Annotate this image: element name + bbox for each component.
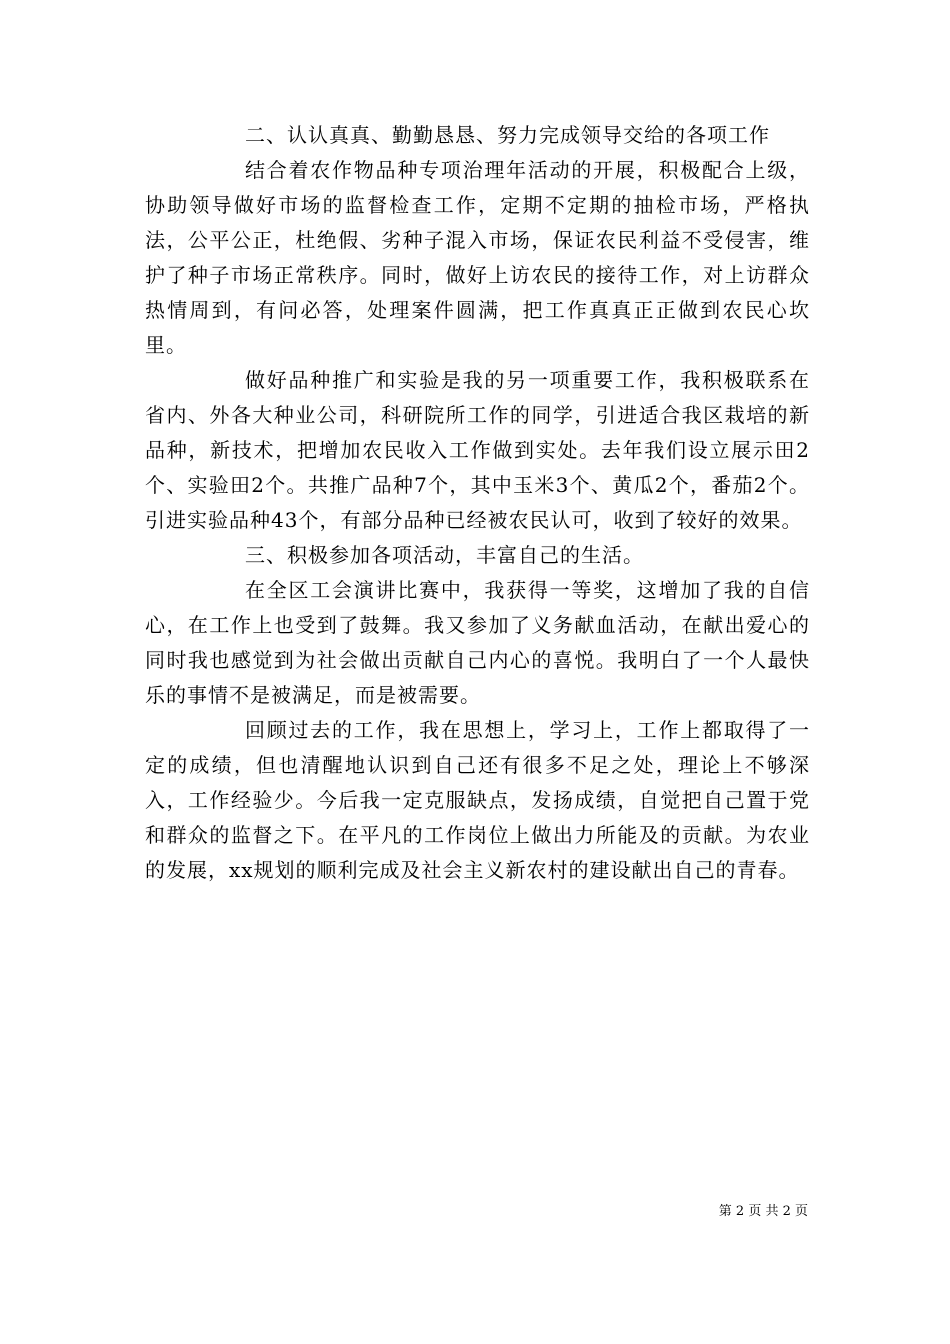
paragraph-market-supervision: 结合着农作物品种专项治理年活动的开展，积极配合上级，协助领导做好市场的监督检查工作，定期不定期的抽检市场，严格执法，公平公正，杜绝假、劣种子混入市场，保证农民利益不受侵害，维护了种子市场正常秩序。同时，做好上访农民的接待工作，对上访群众热情周到，有问必答，处理案件圆满，把工作真真正正做到农民心坎里。: [145, 158, 810, 357]
section-heading-3: 三、积极参加各项活动，丰富自己的生活。: [245, 543, 644, 567]
paragraph-review: 回顾过去的工作，我在思想上，学习上，工作上都取得了一定的成绩，但也清醒地认识到自己还有很多不足之处，理论上不够深入，工作经验少。今后我一定克服缺点，发扬成绩，自觉把自己置于党和群众的监督之下。在平凡的工作岗位上做出力所能及的贡献。为农业的发展，xx规划的顺利完成及社会主义新农村的建设献出自己的青春。: [145, 718, 810, 882]
page-number-footer: 第 2 页 共 2 页: [718, 1204, 808, 1219]
paragraph-activities: 在全区工会演讲比赛中，我获得一等奖，这增加了我的自信心，在工作上也受到了鼓舞。我又参加了义务献血活动，在献出爱心的同时我也感觉到为社会做出贡献自己内心的喜悦。我明白了一个人最快乐的事情不是被满足，而是被需要。: [145, 578, 810, 707]
paragraph-variety-promotion: 做好品种推广和实验是我的另一项重要工作，我积极联系在省内、外各大种业公司，科研院所工作的同学，引进适合我区栽培的新品种，新技术，把增加农民收入工作做到实处。去年我们设立展示田2个、实验田2个。共推广品种7个，其中玉米3个、黄瓜2个，番茄2个。引进实验品种43个，有部分品种已经被农民认可，收到了较好的效果。: [145, 368, 810, 532]
document-body: [145, 118, 810, 888]
section-heading-2: 二、认认真真、勤勤恳恳、努力完成领导交给的各项工作: [245, 123, 770, 147]
